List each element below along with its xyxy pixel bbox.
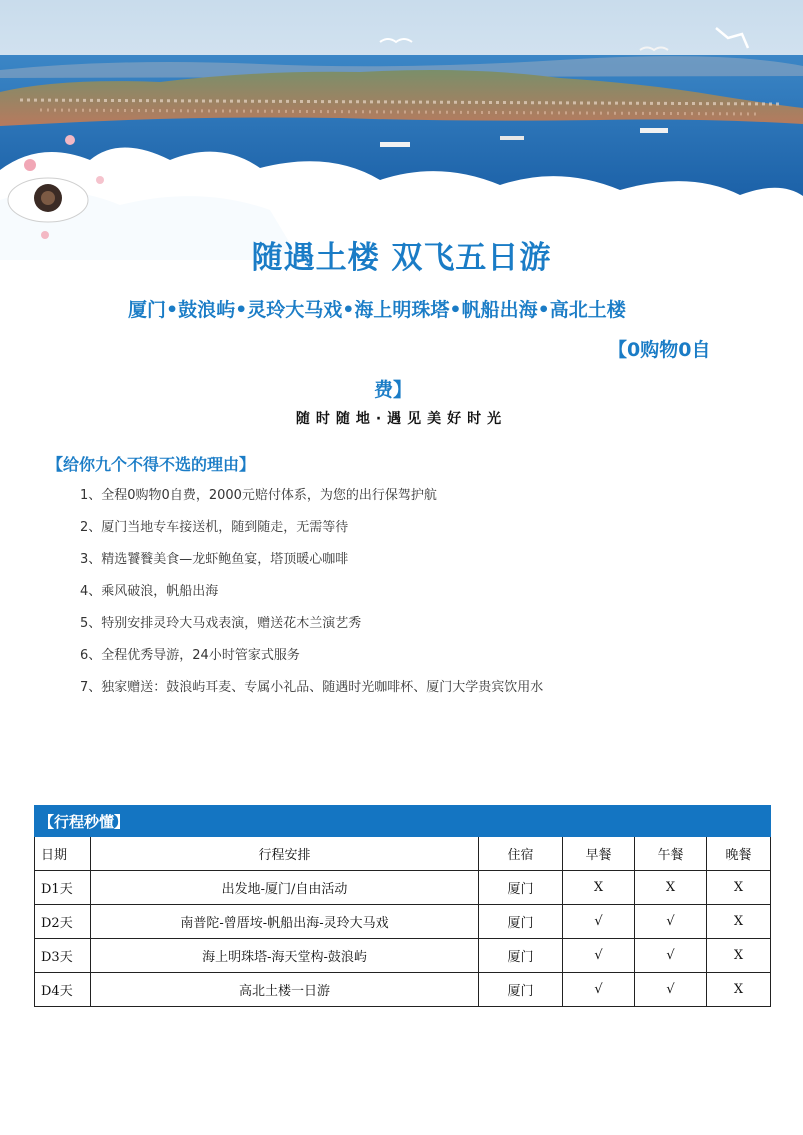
- itinerary-table: [34, 805, 771, 1007]
- cell-breakfast: √: [563, 973, 635, 1007]
- slogan: 随时随地·遇见美好时光: [295, 411, 508, 427]
- cell-dinner: X: [707, 905, 771, 939]
- reasons-heading: 【给你九个不得不选的理由】: [47, 455, 256, 474]
- cell-date: D3天: [35, 939, 91, 973]
- cell-date: D4天: [35, 973, 91, 1007]
- cell-breakfast: √: [563, 939, 635, 973]
- page-title: 随遇土楼 双飞五日游: [251, 240, 552, 276]
- reason-item: 4、乘风破浪，帆船出海: [80, 584, 219, 599]
- cell-dinner: X: [707, 939, 771, 973]
- reason-item: 5、特别安排灵玲大马戏表演，赠送花木兰演艺秀: [80, 616, 362, 631]
- cell-lunch: √: [635, 973, 707, 1007]
- table-banner-row: [35, 806, 771, 837]
- cell-date: D2天: [35, 905, 91, 939]
- reasons-list: [80, 484, 780, 708]
- header-banner: [0, 0, 803, 260]
- cell-breakfast: X: [563, 871, 635, 905]
- subtitle-route: 厦门•鼓浪屿•灵玲大马戏•海上明珠塔•帆船出海•高北土楼: [128, 299, 626, 321]
- column-header-lunch: 午餐: [635, 837, 707, 871]
- table-row: [35, 973, 771, 1007]
- cell-date: D1天: [35, 871, 91, 905]
- cell-dinner: X: [707, 973, 771, 1007]
- table-row: [35, 905, 771, 939]
- subtitle-tag-end: 费】: [374, 379, 413, 401]
- cell-lunch: √: [635, 939, 707, 973]
- subtitle-tag-start: 【0购物0自: [608, 339, 711, 361]
- table-header-row: [35, 837, 771, 871]
- cell-hotel: 厦门: [479, 973, 563, 1007]
- cell-schedule: 高北土楼一日游: [91, 973, 479, 1007]
- itinerary-heading: 【行程秒懂】: [35, 806, 771, 837]
- column-header-hotel: 住宿: [479, 837, 563, 871]
- reason-item: 2、厦门当地专车接送机，随到随走，无需等待: [80, 520, 349, 535]
- coastal-scenery-image: [0, 0, 803, 260]
- column-header-date: 日期: [35, 837, 91, 871]
- reason-item: 6、全程优秀导游，24小时管家式服务: [80, 648, 300, 663]
- cell-lunch: X: [635, 871, 707, 905]
- table-row: [35, 939, 771, 973]
- page-subtitle: [128, 290, 738, 410]
- cell-dinner: X: [707, 871, 771, 905]
- cell-lunch: √: [635, 905, 707, 939]
- cell-schedule: 南普陀-曾厝垵-帆船出海-灵玲大马戏: [91, 905, 479, 939]
- column-header-dinner: 晚餐: [707, 837, 771, 871]
- cell-hotel: 厦门: [479, 905, 563, 939]
- cell-schedule: 海上明珠塔-海天堂构-鼓浪屿: [91, 939, 479, 973]
- reason-item: 1、全程0购物0自费，2000元赔付体系，为您的出行保驾护航: [80, 488, 437, 503]
- cell-schedule: 出发地-厦门/自由活动: [91, 871, 479, 905]
- table-row: [35, 871, 771, 905]
- reason-item: 7、独家赠送：鼓浪屿耳麦、专属小礼品、随遇时光咖啡杯、厦门大学贵宾饮用水: [80, 680, 544, 695]
- cell-breakfast: √: [563, 905, 635, 939]
- column-header-breakfast: 早餐: [563, 837, 635, 871]
- cell-hotel: 厦门: [479, 871, 563, 905]
- column-header-schedule: 行程安排: [91, 837, 479, 871]
- cell-hotel: 厦门: [479, 939, 563, 973]
- reason-item: 3、精选饕餮美食—龙虾鲍鱼宴，塔顶暖心咖啡: [80, 552, 349, 567]
